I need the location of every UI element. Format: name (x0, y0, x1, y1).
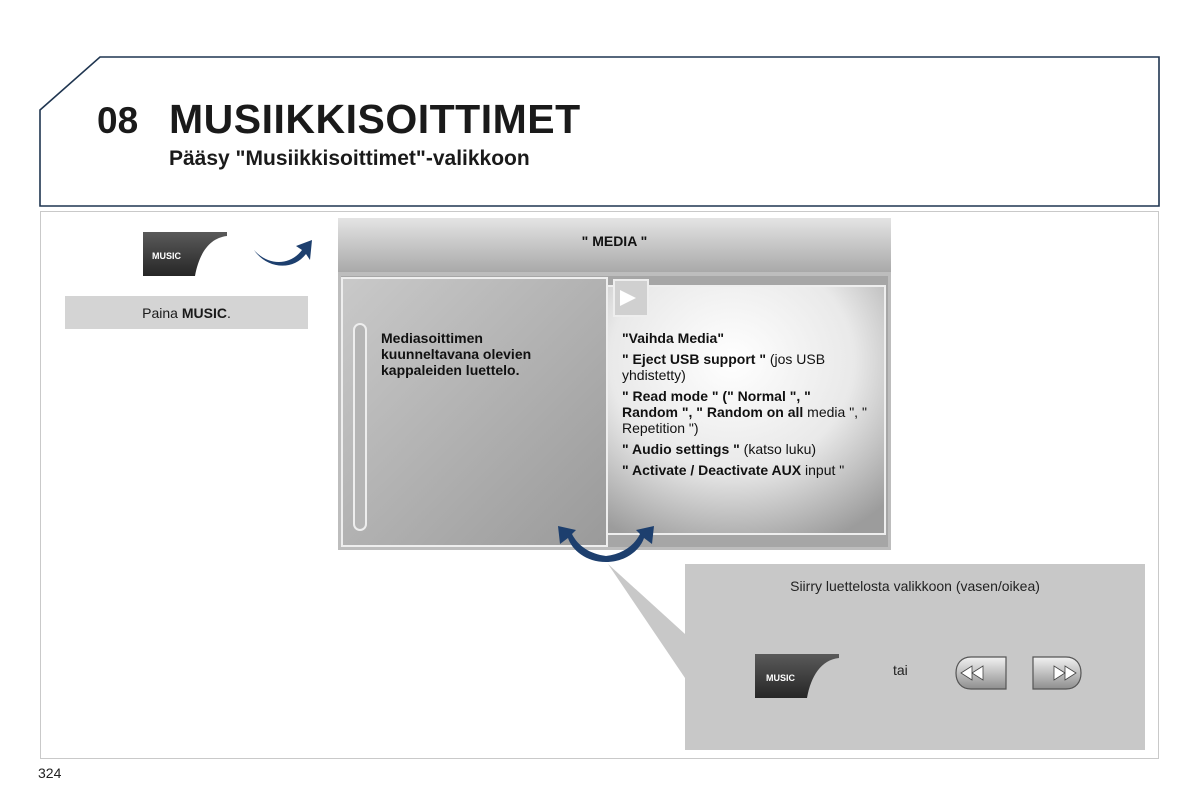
callout-pointer (600, 560, 690, 680)
menu-item-bold: " Activate / Deactivate AUX (622, 462, 802, 478)
chapter-number: 08 (97, 100, 139, 141)
menu-item-normal: media ", " Repetition ") (622, 404, 867, 436)
track-list-description: Mediasoittimen kuunneltavana olevien kappaleiden luettelo. (381, 330, 532, 378)
chapter-title: MUSIIKKISOITTIMET (169, 96, 581, 142)
seek-forward-button[interactable] (1032, 656, 1082, 690)
menu-item-audio-settings (622, 441, 870, 457)
menu-item-bold: "Vaihda Media" (622, 330, 724, 346)
media-screen-title: " MEDIA " (581, 233, 648, 249)
chapter-subtitle: Pääsy "Musiikkisoittimet"-valikkoon (169, 147, 530, 170)
music-button[interactable] (755, 654, 839, 698)
menu-item-normal: (jos USB yhdistetty) (622, 351, 826, 383)
instruction-suffix: . (226, 304, 231, 321)
or-text: tai (893, 662, 908, 678)
menu-item-change-media (622, 330, 870, 346)
music-button[interactable] (143, 232, 227, 276)
menu-item-eject-usb (622, 351, 870, 383)
music-button-label: MUSIC (152, 251, 181, 261)
menu-item-aux-input (622, 462, 870, 478)
menu-item-bold: " Eject USB support " (622, 351, 766, 367)
instruction-text: Paina (142, 304, 178, 321)
menu-item-normal: input " (801, 462, 845, 478)
curved-arrow-icon (250, 232, 316, 272)
menu-item-read-mode (622, 388, 870, 436)
media-menu-list (622, 330, 870, 483)
instruction-bold: MUSIC (181, 304, 227, 321)
page-number: 324 (38, 765, 62, 781)
menu-item-bold: " Read mode " (" Normal ", " Random ", " Random on all (622, 388, 811, 420)
navigation-instruction: Siirry luettelosta valikkoon (vasen/oikea) (790, 578, 1040, 594)
seek-back-icon (955, 656, 1007, 690)
music-button-label: MUSIC (766, 673, 795, 683)
seek-back-button[interactable] (955, 656, 1007, 690)
menu-item-bold: " Audio settings " (622, 441, 740, 457)
seek-forward-icon (1032, 656, 1082, 690)
press-music-instruction (65, 296, 308, 329)
menu-item-normal: (katso luku) (739, 441, 817, 457)
